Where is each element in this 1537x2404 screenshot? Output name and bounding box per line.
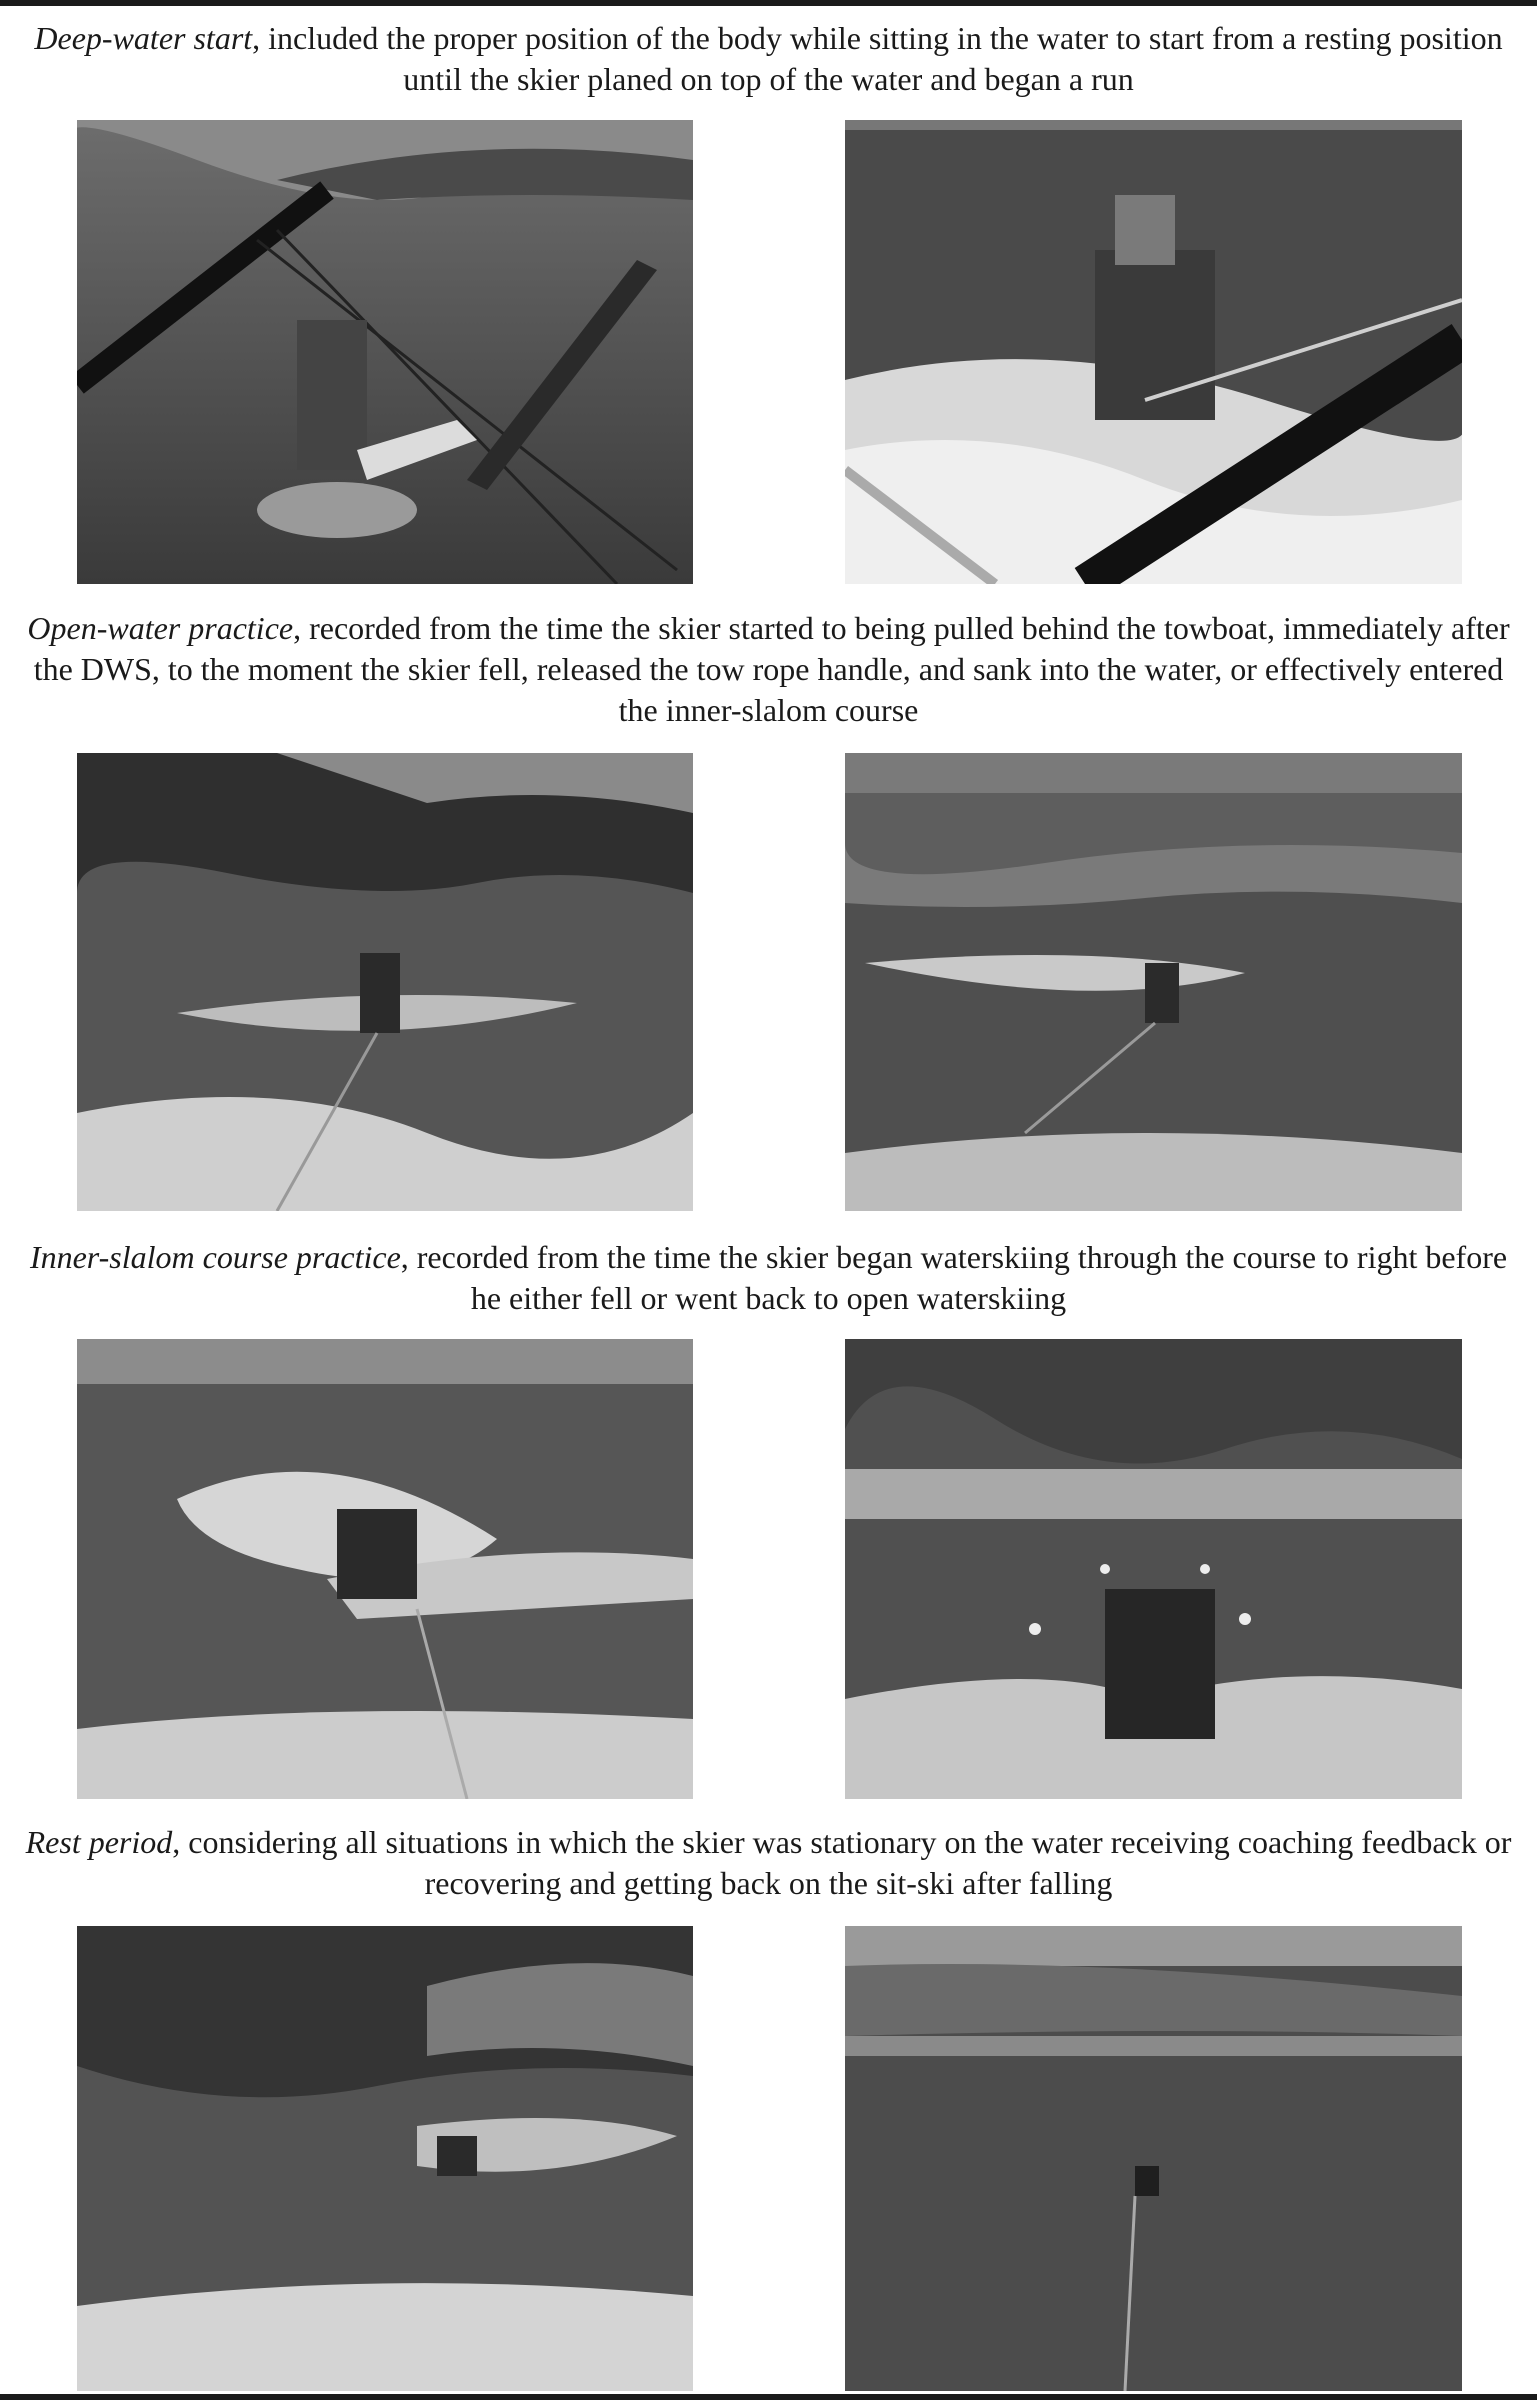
bottom-rule: [0, 2394, 1537, 2400]
photo-inner-slalom-course-practice-left: [77, 1339, 693, 1799]
caption-description: , considering all situations in which the skier was stationary on the water receiving coaching feedback or recovering and getting back on the sit-ski after falling: [172, 1824, 1512, 1901]
photo-rest-period-right: [845, 1926, 1462, 2391]
caption-term: Rest period: [25, 1824, 173, 1860]
caption-deep-water-start: [12, 18, 1525, 100]
photo-rest-period-left: [77, 1926, 693, 2391]
photo-deep-water-start-left: [77, 120, 693, 584]
caption-description: , included the proper position of the body while sitting in the water to start from a resting position until the skier planed on top of the water and began a run: [252, 20, 1503, 97]
caption-description: , recorded from the time the skier began waterskiing through the course to right before he either fell or went back to open waterskiing: [400, 1239, 1508, 1316]
photo-deep-water-start-right: [845, 120, 1462, 584]
caption-term: Inner-slalom course practice: [29, 1239, 401, 1275]
photo-open-water-practice-left: [77, 753, 693, 1211]
top-rule: [0, 0, 1537, 6]
caption-description: , recorded from the time the skier started to being pulled behind the towboat, immediately after the DWS, to the moment the skier fell, released the tow rope handle, and sank into the water, or effectively entered the inner-slalom course: [33, 610, 1510, 728]
caption-term: Deep-water start: [34, 20, 253, 56]
caption-rest-period: [12, 1822, 1525, 1904]
photo-inner-slalom-course-practice-right: [845, 1339, 1462, 1799]
caption-term: Open-water practice: [27, 610, 294, 646]
caption-inner-slalom-course-practice: [12, 1237, 1525, 1319]
photo-open-water-practice-right: [845, 753, 1462, 1211]
caption-open-water-practice: [12, 608, 1525, 731]
